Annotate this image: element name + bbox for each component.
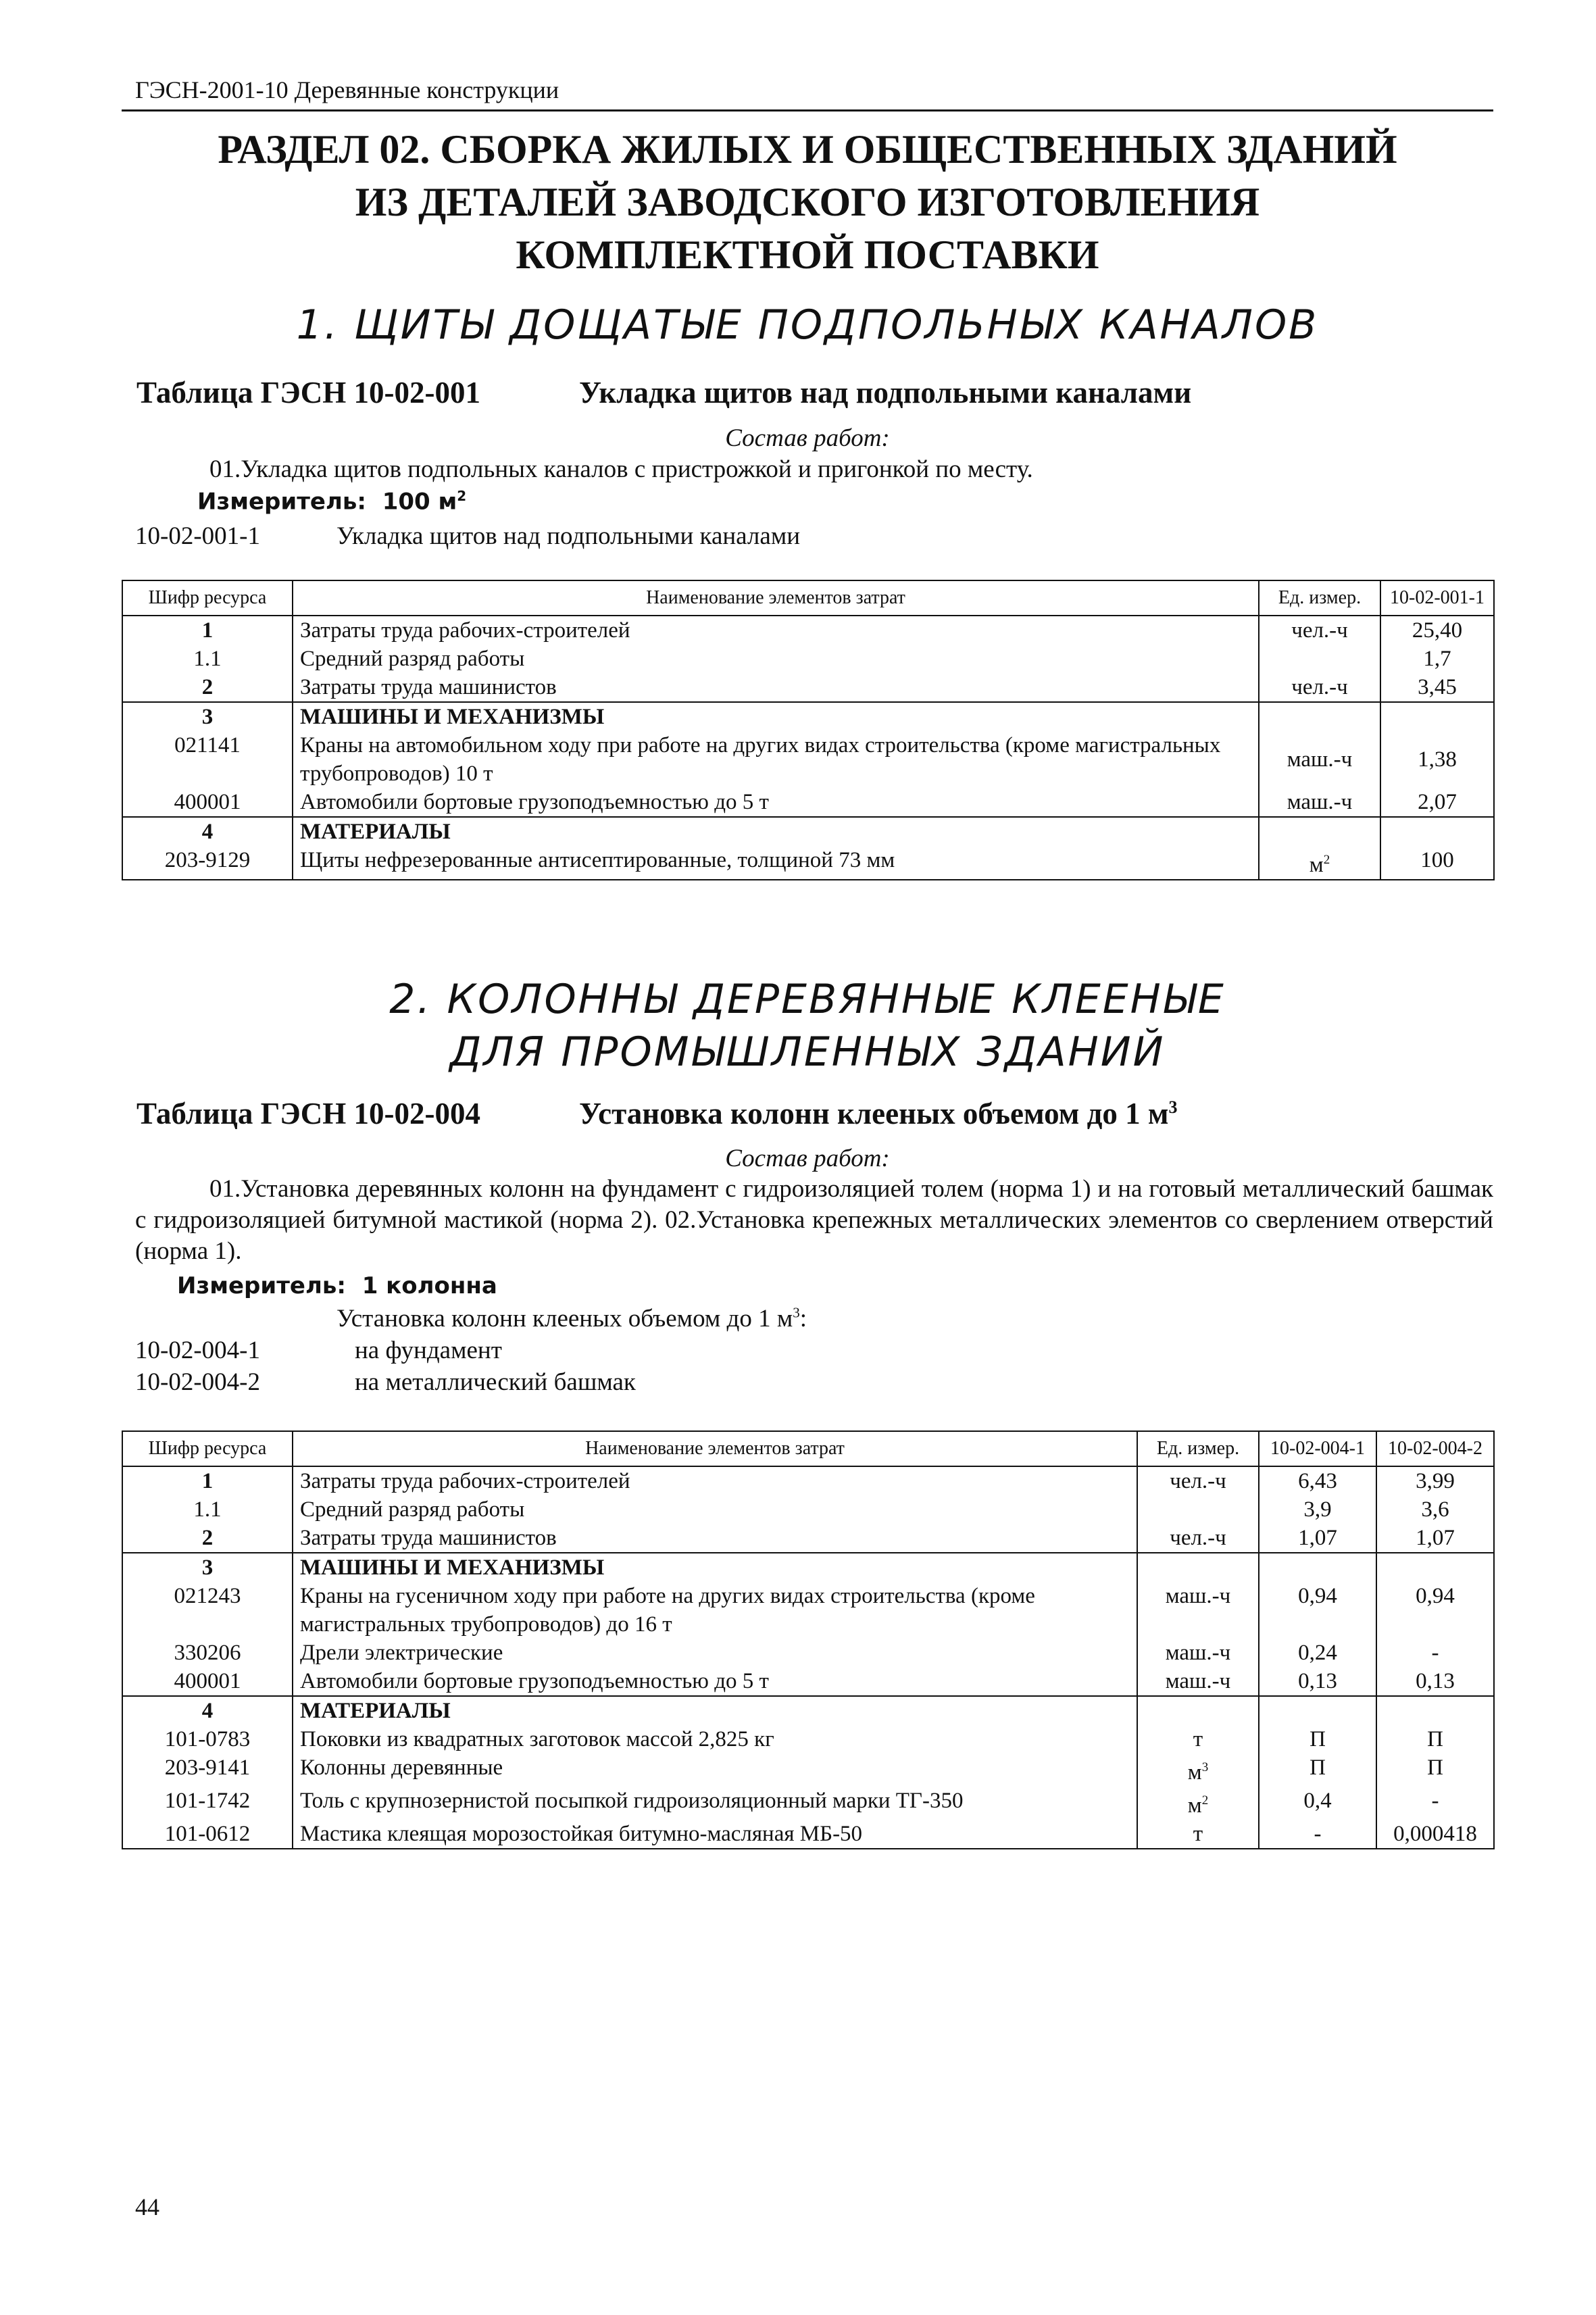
norm-table-1	[122, 580, 1495, 880]
page-number: 44	[135, 2193, 159, 2220]
table-2-intro-sup: 3	[793, 1304, 800, 1321]
table-row	[122, 1725, 1494, 1753]
column-header-unit: Ед. измер.	[1137, 1431, 1259, 1466]
cell-value-2: 1,07	[1376, 1524, 1494, 1553]
cell-code: 101-0783	[122, 1725, 293, 1753]
table-2-norm-name-2: на металлический башмак	[355, 1368, 636, 1396]
cell-value-1	[1380, 817, 1494, 846]
cell-name: МАТЕРИАЛЫ	[293, 817, 1259, 846]
subsection-2-title	[122, 973, 1493, 1078]
cell-name: Затраты труда рабочих-строителей	[293, 1466, 1137, 1495]
cell-value-2: 0,13	[1376, 1667, 1494, 1696]
cell-name: Затраты труда рабочих-строителей	[293, 616, 1259, 645]
cell-value-1: П	[1259, 1725, 1376, 1753]
cell-name: Дрели электрические	[293, 1639, 1137, 1667]
cell-unit	[1137, 1753, 1259, 1787]
cell-name: Краны на автомобильном ходу при работе на других видах строительства (кроме магистральных трубопроводов) 10 т	[293, 731, 1259, 788]
column-header-value-1: 10-02-001-1	[1380, 580, 1494, 616]
table-2-label: Таблица ГЭСН 10-02-004	[136, 1097, 480, 1130]
cell-code: 2	[122, 1524, 293, 1553]
norm-table-2-header	[122, 1431, 1494, 1466]
cell-name: Толь с крупнозернистой посыпкой гидроизоляционный марки ТГ-350	[293, 1787, 1137, 1820]
unit-sup: 3	[1201, 1760, 1209, 1774]
cell-value-1: 3,45	[1380, 673, 1494, 702]
cell-unit: маш.-ч	[1259, 731, 1380, 788]
table-1-caption: Укладка щитов над подпольными каналами	[579, 376, 1192, 409]
norm-table-2	[122, 1430, 1495, 1849]
cell-value-1	[1259, 1696, 1376, 1725]
table-row	[122, 1466, 1494, 1495]
cell-unit: маш.-ч	[1137, 1639, 1259, 1667]
cell-code: 203-9141	[122, 1753, 293, 1787]
table-row	[122, 1582, 1494, 1639]
subsection-1-title	[122, 299, 1493, 351]
cell-value-1: П	[1259, 1753, 1376, 1787]
cell-unit	[1259, 702, 1380, 731]
cell-code: 1.1	[122, 1495, 293, 1524]
cell-unit: т	[1137, 1820, 1259, 1849]
cell-unit	[1137, 1696, 1259, 1725]
table-row	[122, 731, 1494, 788]
cell-value-1: 0,94	[1259, 1582, 1376, 1639]
cell-name: Краны на гусеничном ходу при работе на других видах строительства (кроме магистральных трубопроводов) до 16 т	[293, 1582, 1137, 1639]
cell-value-2: -	[1376, 1639, 1494, 1667]
unit-text: м	[1187, 1793, 1202, 1818]
cell-value-2: -	[1376, 1787, 1494, 1820]
cell-value-1: 1,7	[1380, 645, 1494, 673]
subsection-2-title-line-2: ДЛЯ ПРОМЫШЛЕННЫХ ЗДАНИЙ	[449, 1028, 1166, 1076]
cell-unit: т	[1137, 1725, 1259, 1753]
header-rule	[122, 109, 1493, 111]
cell-unit: чел.-ч	[1137, 1524, 1259, 1553]
cell-unit: маш.-ч	[1137, 1582, 1259, 1639]
cell-code: 400001	[122, 1667, 293, 1696]
table-1-meter	[197, 488, 466, 515]
cell-code: 2	[122, 673, 293, 702]
table-1-meter-value: 100 м	[382, 488, 457, 516]
table-row	[122, 1696, 1494, 1725]
column-header-value-2: 10-02-004-2	[1376, 1431, 1494, 1466]
unit-sup: 2	[1323, 853, 1330, 867]
table-2-intro	[336, 1304, 807, 1333]
table-2-caption-text: Установка колонн клееных объемом до 1 м	[579, 1097, 1169, 1130]
cell-value-1: -	[1259, 1820, 1376, 1849]
table-row	[122, 673, 1494, 702]
table-2-meter-value: 1 колонна	[361, 1272, 497, 1299]
table-2-intro-tail: :	[799, 1305, 807, 1333]
cell-name: Автомобили бортовые грузоподъемностью до 5 т	[293, 788, 1259, 817]
table-row	[122, 788, 1494, 817]
cell-value-1: 0,24	[1259, 1639, 1376, 1667]
table-row	[122, 702, 1494, 731]
cell-code: 4	[122, 817, 293, 846]
cell-unit: чел.-ч	[1137, 1466, 1259, 1495]
norm-table-1-header	[122, 580, 1494, 616]
cell-name: Мастика клеящая морозостойкая битумно-масляная МБ-50	[293, 1820, 1137, 1849]
table-row	[122, 846, 1494, 880]
cell-value-2	[1376, 1696, 1494, 1725]
cell-name: Затраты труда машинистов	[293, 673, 1259, 702]
table-1-work-text: 01.Укладка щитов подпольных каналов с пристрожкой и пригонкой по месту.	[209, 455, 1033, 483]
cell-value-2: П	[1376, 1753, 1494, 1787]
unit-sup: 2	[1201, 1793, 1209, 1808]
table-1-work-heading: Состав работ:	[725, 424, 890, 452]
column-header-name: Наименование элементов затрат	[293, 580, 1259, 616]
cell-code: 101-1742	[122, 1787, 293, 1820]
cell-unit	[1137, 1495, 1259, 1524]
unit-text: м	[1309, 853, 1324, 877]
column-header-code: Шифр ресурса	[122, 1431, 293, 1466]
table-1-meter-sup: 2	[457, 488, 467, 504]
cell-value-1: 100	[1380, 846, 1494, 880]
cell-unit: маш.-ч	[1137, 1667, 1259, 1696]
table-1-label: Таблица ГЭСН 10-02-001	[136, 376, 480, 409]
section-title	[122, 123, 1493, 281]
column-header-unit: Ед. измер.	[1259, 580, 1380, 616]
subsection-1-title-line: 1. ЩИТЫ ДОЩАТЫЕ ПОДПОЛЬНЫХ КАНАЛОВ	[296, 301, 1319, 349]
cell-unit	[1259, 645, 1380, 673]
cell-unit: чел.-ч	[1259, 616, 1380, 645]
cell-code: 4	[122, 1696, 293, 1725]
cell-name: Щиты нефрезерованные антисептированные, толщиной 73 мм	[293, 846, 1259, 880]
cell-value-2: 3,6	[1376, 1495, 1494, 1524]
table-row	[122, 1753, 1494, 1787]
cell-value-1	[1380, 702, 1494, 731]
cell-value-2	[1376, 1553, 1494, 1582]
cell-code: 1	[122, 616, 293, 645]
cell-name: Автомобили бортовые грузоподъемностью до 5 т	[293, 1667, 1137, 1696]
table-row	[122, 1639, 1494, 1667]
table-2-caption-sup: 3	[1168, 1097, 1178, 1117]
cell-code: 203-9129	[122, 846, 293, 880]
table-row	[122, 1524, 1494, 1553]
table-2-meter-label: Измеритель:	[177, 1272, 346, 1299]
cell-value-1: 6,43	[1259, 1466, 1376, 1495]
cell-value-2: П	[1376, 1725, 1494, 1753]
table-2-caption	[579, 1096, 1178, 1131]
cell-code: 400001	[122, 788, 293, 817]
cell-unit	[1259, 817, 1380, 846]
cell-value-1: 0,4	[1259, 1787, 1376, 1820]
table-row	[122, 1667, 1494, 1696]
column-header-name: Наименование элементов затрат	[293, 1431, 1137, 1466]
table-row	[122, 817, 1494, 846]
cell-code: 3	[122, 1553, 293, 1582]
table-2-norm-name-1: на фундамент	[355, 1337, 502, 1364]
table-row	[122, 1787, 1494, 1820]
cell-name: Средний разряд работы	[293, 645, 1259, 673]
cell-value-2: 0,000418	[1376, 1820, 1494, 1849]
cell-unit	[1137, 1553, 1259, 1582]
cell-code: 1	[122, 1466, 293, 1495]
table-row	[122, 1495, 1494, 1524]
table-1-norm-code: 10-02-001-1	[135, 522, 260, 550]
section-title-line-1: РАЗДЕЛ 02. СБОРКА ЖИЛЫХ И ОБЩЕСТВЕННЫХ ЗДАНИЙ	[218, 127, 1397, 172]
cell-value-2: 0,94	[1376, 1582, 1494, 1639]
cell-name: Колонны деревянные	[293, 1753, 1137, 1787]
cell-value-1: 2,07	[1380, 788, 1494, 817]
cell-code: 1.1	[122, 645, 293, 673]
cell-name: МАТЕРИАЛЫ	[293, 1696, 1137, 1725]
cell-unit	[1259, 846, 1380, 880]
table-1-title	[136, 375, 1192, 410]
cell-value-1: 3,9	[1259, 1495, 1376, 1524]
table-2-intro-text: Установка колонн клееных объемом до 1 м	[336, 1305, 793, 1333]
cell-code: 101-0612	[122, 1820, 293, 1849]
unit-text: м	[1187, 1760, 1202, 1785]
subsection-2-title-line-1: 2. КОЛОННЫ ДЕРЕВЯННЫЕ КЛЕЕНЫЕ	[389, 976, 1226, 1023]
cell-value-1	[1259, 1553, 1376, 1582]
cell-code: 021141	[122, 731, 293, 788]
cell-name: МАШИНЫ И МЕХАНИЗМЫ	[293, 702, 1259, 731]
cell-value-2: 3,99	[1376, 1466, 1494, 1495]
table-2-work-text: 01.Установка деревянных колонн на фундамент с гидроизоляцией толем (норма 1) и на готовый металлический башмак с гидроизоляцией битумной мастикой (норма 2). 02.Установка крепежных металлических элементов со сверлением отверстий (норма 1).	[135, 1175, 1493, 1265]
table-2-meter	[177, 1272, 497, 1299]
table-2-norm-code-1: 10-02-004-1	[135, 1337, 260, 1364]
table-row	[122, 1820, 1494, 1849]
cell-unit: маш.-ч	[1259, 788, 1380, 817]
cell-name: Средний разряд работы	[293, 1495, 1137, 1524]
cell-code: 330206	[122, 1639, 293, 1667]
cell-value-1: 1,07	[1259, 1524, 1376, 1553]
table-2-work-heading: Состав работ:	[725, 1145, 890, 1172]
table-1-meter-label: Измеритель:	[197, 488, 366, 516]
cell-name: Поковки из квадратных заготовок массой 2,825 кг	[293, 1725, 1137, 1753]
cell-unit: чел.-ч	[1259, 673, 1380, 702]
column-header-code: Шифр ресурса	[122, 580, 293, 616]
running-header: ГЭСН-2001-10 Деревянные конструкции	[135, 76, 559, 103]
cell-value-1: 1,38	[1380, 731, 1494, 788]
table-row	[122, 616, 1494, 645]
table-2-norm-code-2: 10-02-004-2	[135, 1368, 260, 1396]
table-row	[122, 1553, 1494, 1582]
column-header-value-1: 10-02-004-1	[1259, 1431, 1376, 1466]
cell-code: 021243	[122, 1582, 293, 1639]
cell-name: Затраты труда машинистов	[293, 1524, 1137, 1553]
cell-unit	[1137, 1787, 1259, 1820]
table-2-title	[136, 1096, 1178, 1131]
cell-value-1: 0,13	[1259, 1667, 1376, 1696]
cell-code: 3	[122, 702, 293, 731]
table-row	[122, 645, 1494, 673]
section-title-line-3: КОМПЛЕКТНОЙ ПОСТАВКИ	[516, 232, 1099, 277]
table-1-norm-name: Укладка щитов над подпольными каналами	[336, 522, 801, 550]
cell-name: МАШИНЫ И МЕХАНИЗМЫ	[293, 1553, 1137, 1582]
section-title-line-2: ИЗ ДЕТАЛЕЙ ЗАВОДСКОГО ИЗГОТОВЛЕНИЯ	[355, 180, 1260, 224]
cell-value-1: 25,40	[1380, 616, 1494, 645]
